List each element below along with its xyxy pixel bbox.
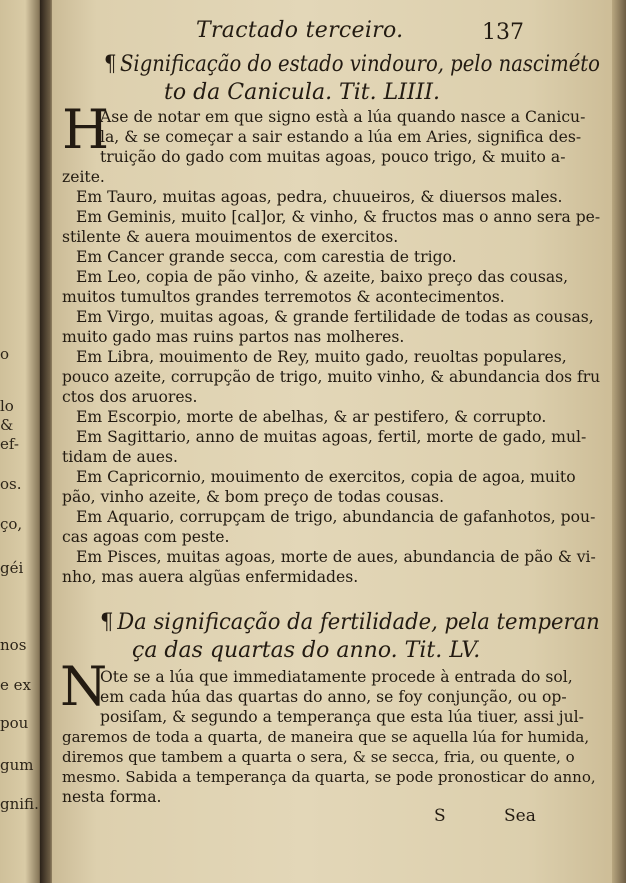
text-line: Em Tauro, muitas agoas, pedra, chuueiros, & diuersos males. [76,188,563,206]
text-line: zeite. [62,168,105,186]
verso-fragment: & [0,416,14,434]
text-line: nho, mas auera algũas enfermidades. [62,568,359,586]
text-line: Em Pisces, muitas agoas, morte de aues, abundancia de pão & vi- [76,548,596,566]
chapter-title-liv-line1 [104,52,600,77]
verso-fragment: pou [0,714,29,732]
verso-fragment: gnifi. [0,795,39,813]
verso-fragment: os. [0,475,22,493]
left-page-edge [0,0,42,883]
text-line: stilente & auera mouimentos de exercitos. [62,228,399,246]
text-line: la, & se começar a sair estando a lúa em Aries, significa des- [100,128,582,146]
drop-cap: N [60,655,108,718]
text-line: nesta forma. [62,788,162,806]
verso-fragment: nos [0,636,27,654]
text-line: em cada húa das quartas do anno, se foy conjunção, ou op- [100,688,567,706]
signature-mark: S [434,806,446,826]
verso-fragment: géi [0,559,24,577]
text-line: Em Cancer grande secca, com carestia de trigo. [76,248,457,266]
text-line: Em Capricornio, mouimento de exercitos, copia de agoa, muito [76,468,576,486]
drop-cap: H [62,98,110,161]
chapter-title-liv-line2: to da Canicula. Tit. LIIII. [164,80,440,105]
verso-fragment: ço, [0,515,23,533]
pilcrow-icon: ¶ [104,52,117,77]
right-page-edge [612,0,626,883]
text-line: posiſam, & segundo a temperança que esta lúa tiuer, assi jul- [100,708,584,726]
text-line: diremos que tambem a quarta o sera, & se secca, fria, ou quente, o [62,748,575,766]
running-head: Tractado terceiro. [196,18,404,43]
verso-fragment: o [0,345,10,363]
text-line: garemos de toda a quarta, de maneira que se aquella lúa for humida, [62,728,590,746]
text-line: mesmo. Sabida a temperança da quarta, se pode pronosticar do anno, [62,768,596,786]
text-line: ctos dos aruores. [62,388,198,406]
text-line: Em Virgo, muitas agoas, & grande fertilidade de todas as cousas, [76,308,594,326]
chapter-title-lv-line2: ça das quartas do anno. Tit. LV. [132,638,481,663]
verso-fragment: e ex [0,676,31,694]
text-line: Em Leo, copia de pão vinho, & azeite, baixo preço das cousas, [76,268,569,286]
verso-fragment: lo [0,397,14,415]
text-line: Em Aquario, corrupçam de trigo, abundancia de gafanhotos, pou- [76,508,596,526]
text-line: Em Geminis, muito [cal]or, & vinho, & fructos mas o anno sera pe- [76,208,601,226]
text-line: Em Sagittario, anno de muitas agoas, fertil, morte de gado, mul- [76,428,587,446]
text-line: muito gado mas ruins partos nas molheres. [62,328,405,346]
chapter-title-lv-line1 [100,610,600,635]
text-line: Em Escorpio, morte de abelhas, & ar pestifero, & corrupto. [76,408,547,426]
chapter-title-text: Significação do estado vindouro, pelo nasciméto [120,52,600,77]
verso-fragment: ef- [0,435,19,453]
text-line: truição do gado com muitas agoas, pouco trigo, & muito a- [100,148,566,166]
verso-fragment: gum [0,756,34,774]
pilcrow-icon: ¶ [100,610,114,635]
text-line: cas agoas com peste. [62,528,230,546]
catchword: Sea [504,806,536,826]
text-line: muitos tumultos grandes terremotos & acontecimentos. [62,288,505,306]
text-line: pouco azeite, corrupção de trigo, muito vinho, & abundancia dos fru [62,368,601,386]
page-number: 137 [482,20,524,45]
text-line: Ote se a lúa que immediatamente procede à entrada do sol, [100,668,573,686]
text-line: Ase de notar em que signo està a lúa quando nasce a Canicu- [100,108,586,126]
text-line: pão, vinho azeite, & bom preço de todas cousas. [62,488,445,506]
text-line: tidam de aues. [62,448,178,466]
chapter-title-text: Da significação da fertilidade, pela temperan [117,610,600,635]
text-line: Em Libra, mouimento de Rey, muito gado, reuoltas populares, [76,348,567,366]
